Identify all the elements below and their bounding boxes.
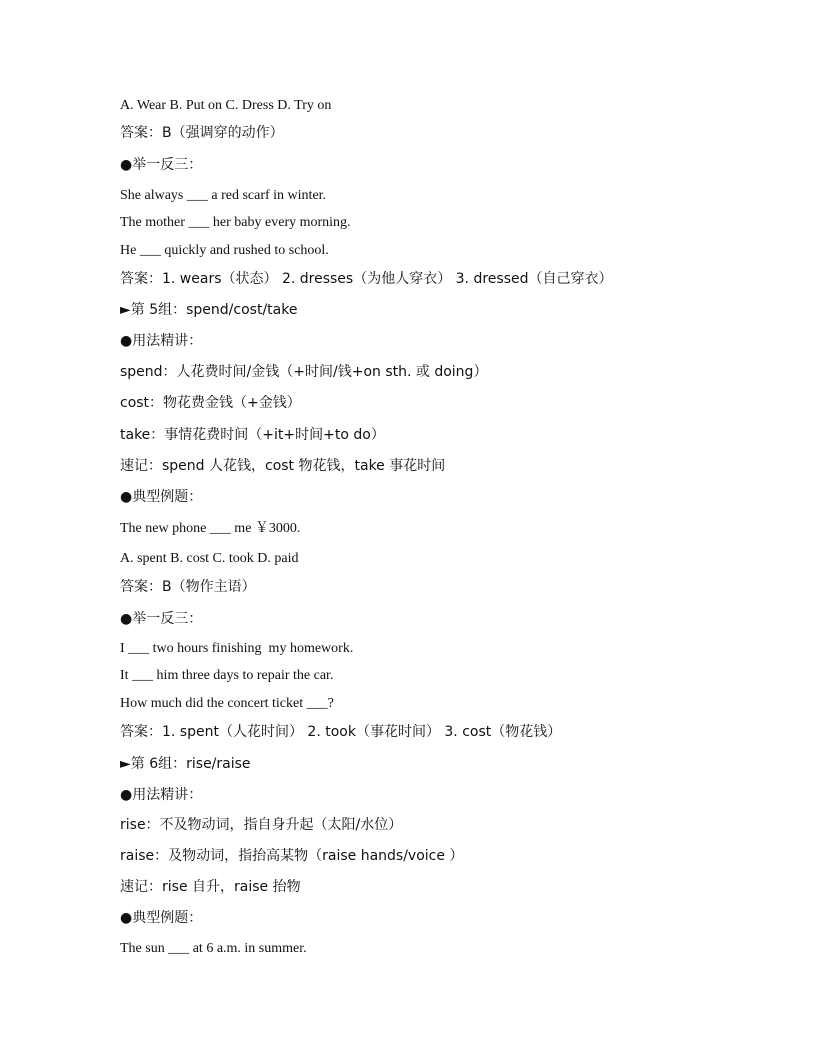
memo-line: 速记：rise 自升，raise 抬物: [120, 879, 301, 895]
section-heading: ●用法精讲：: [120, 333, 203, 349]
usage-line: take：事情花费时间（+it+时间+to do）: [120, 427, 385, 443]
memo-line: 速记：spend 人花钱，cost 物花钱，take 事花时间: [120, 458, 446, 474]
exercise-sentence: She always ___ a red scarf in winter.: [120, 188, 327, 203]
exercise-sentence: It ___ him three days to repair the car.: [120, 668, 334, 683]
group-heading: ►第 6组：rise/raise: [120, 756, 251, 772]
example-sentence: The sun ___ at 6 a.m. in summer.: [120, 941, 307, 956]
exercise-sentence: He ___ quickly and rushed to school.: [120, 243, 329, 258]
usage-line: spend：人花费时间/金钱（+时间/钱+on sth. 或 doing）: [120, 364, 488, 380]
section-heading: ●举一反三：: [120, 611, 203, 627]
answer-line: 答案：B（物作主语）: [120, 579, 256, 595]
section-heading: ●用法精讲：: [120, 787, 203, 803]
usage-line: raise：及物动词，指抬高某物（raise hands/voice ）: [120, 848, 464, 864]
exercise-sentence: The mother ___ her baby every morning.: [120, 215, 351, 230]
example-sentence: The new phone ___ me ￥3000.: [120, 521, 301, 536]
option-line: A. spent B. cost C. took D. paid: [120, 551, 299, 566]
usage-line: rise：不及物动词，指自身升起（太阳/水位）: [120, 817, 403, 833]
section-heading: ●典型例题：: [120, 910, 203, 926]
exercise-sentence: How much did the concert ticket ___?: [120, 696, 334, 711]
section-heading: ●典型例题：: [120, 489, 203, 505]
group-heading: ►第 5组：spend/cost/take: [120, 302, 298, 318]
section-heading: ●举一反三：: [120, 157, 203, 173]
answer-line: 答案：1. spent（人花时间） 2. took（事花时间） 3. cost（物花钱）: [120, 724, 562, 740]
answer-line: 答案：B（强调穿的动作）: [120, 125, 284, 141]
usage-line: cost：物花费金钱（+金钱）: [120, 395, 301, 411]
answer-line: 答案：1. wears（状态） 2. dresses（为他人穿衣） 3. dressed（自己穿衣）: [120, 271, 613, 287]
option-line: A. Wear B. Put on C. Dress D. Try on: [120, 98, 332, 113]
exercise-sentence: I ___ two hours finishing my homework.: [120, 641, 354, 656]
